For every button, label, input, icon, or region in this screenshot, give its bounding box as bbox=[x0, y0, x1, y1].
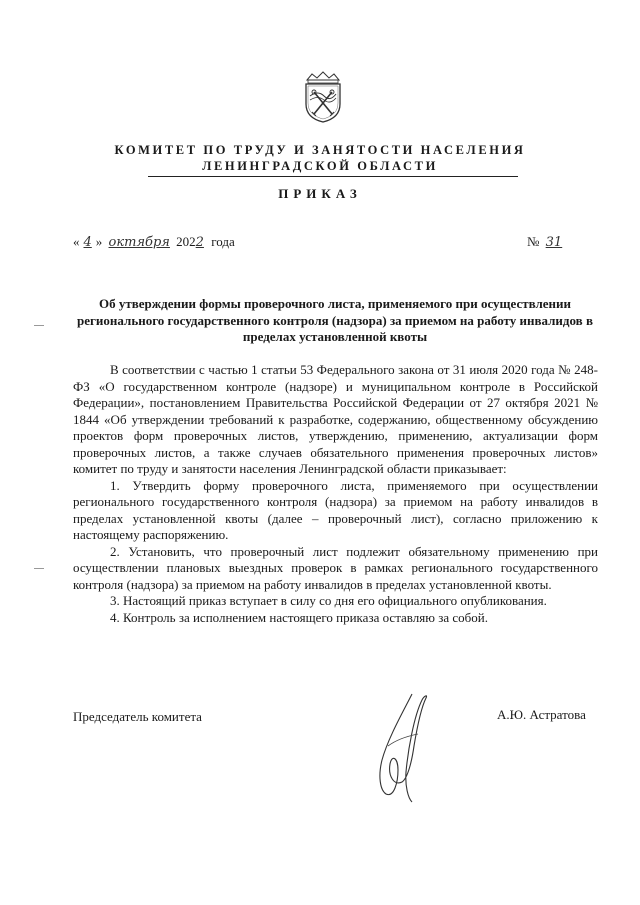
document-date bbox=[73, 234, 235, 250]
signatory-position: Председатель комитета bbox=[73, 709, 202, 724]
date-year-prefix: 202 bbox=[176, 234, 196, 249]
header-divider bbox=[148, 176, 518, 177]
date-day: 4 bbox=[83, 235, 92, 250]
date-year-suffix: 2 bbox=[195, 235, 204, 250]
body-paragraph: В соответствии с частью 1 статьи 53 Федерального закона от 31 июля 2020 года № 248-ФЗ «О государственном контроле (надзоре) и муниципальном контроле в Российской Федерации», постановлением Правительства Российской Федерации от 27 октября 2021 № 1844 «Об утверждении требований к разработке, содержанию, общественному обсуждению проектов форм проверочных листов, утверждению, применению, актуализации форм проверочных листов, а также случаев обязательного применения проверочных листов» комитет по труду и занятости населения Ленинградской области приказывает: bbox=[73, 362, 598, 476]
signatory-name: А.Ю. Астратова bbox=[497, 707, 586, 722]
number-prefix: № bbox=[527, 234, 540, 249]
coat-of-arms-emblem-icon bbox=[300, 68, 346, 124]
body-paragraph: 4. Контроль за исполнением настоящего приказа оставляю за собой. bbox=[110, 609, 488, 625]
date-close-quote: » bbox=[95, 234, 103, 249]
org-name-line1: КОМИТЕТ ПО ТРУДУ И ЗАНЯТОСТИ НАСЕЛЕНИЯ bbox=[114, 143, 526, 157]
handwritten-signature-icon bbox=[368, 690, 438, 810]
document-body bbox=[73, 362, 598, 626]
margin-mark bbox=[34, 325, 44, 326]
document-type: ПРИКАЗ bbox=[278, 186, 362, 201]
document-subject: Об утверждении формы проверочного листа, применяемого при осуществлении регионального государственного контроля (надзора) за приемом на работу инвалидов в пределах установленной квоты bbox=[77, 296, 593, 344]
date-word: года bbox=[211, 234, 235, 249]
number-value: 31 bbox=[545, 235, 563, 250]
date-month: октября bbox=[108, 235, 170, 250]
body-paragraph: 1. Утвердить форму проверочного листа, применяемого при осуществлении регионального государственного контроля (надзора) за приемом на работу инвалидов в пределах установленной квоты (далее – проверочный лист), согласно приложению к настоящему распоряжению. bbox=[73, 477, 598, 542]
org-name-line2: ЛЕНИНГРАДСКОЙ ОБЛАСТИ bbox=[202, 159, 438, 173]
body-paragraph: 3. Настоящий приказ вступает в силу со дня его официального опубликования. bbox=[110, 593, 547, 608]
document-number bbox=[527, 234, 565, 250]
margin-mark bbox=[34, 568, 44, 569]
date-open-quote: « bbox=[73, 234, 80, 249]
body-paragraph: 2. Установить, что проверочный лист подлежит обязательному применению при осуществлении плановых выездных проверок в рамках регионального государственного контроля (надзора) за приемом на работу инвалидов в пределах установленной квоты. bbox=[73, 543, 598, 592]
